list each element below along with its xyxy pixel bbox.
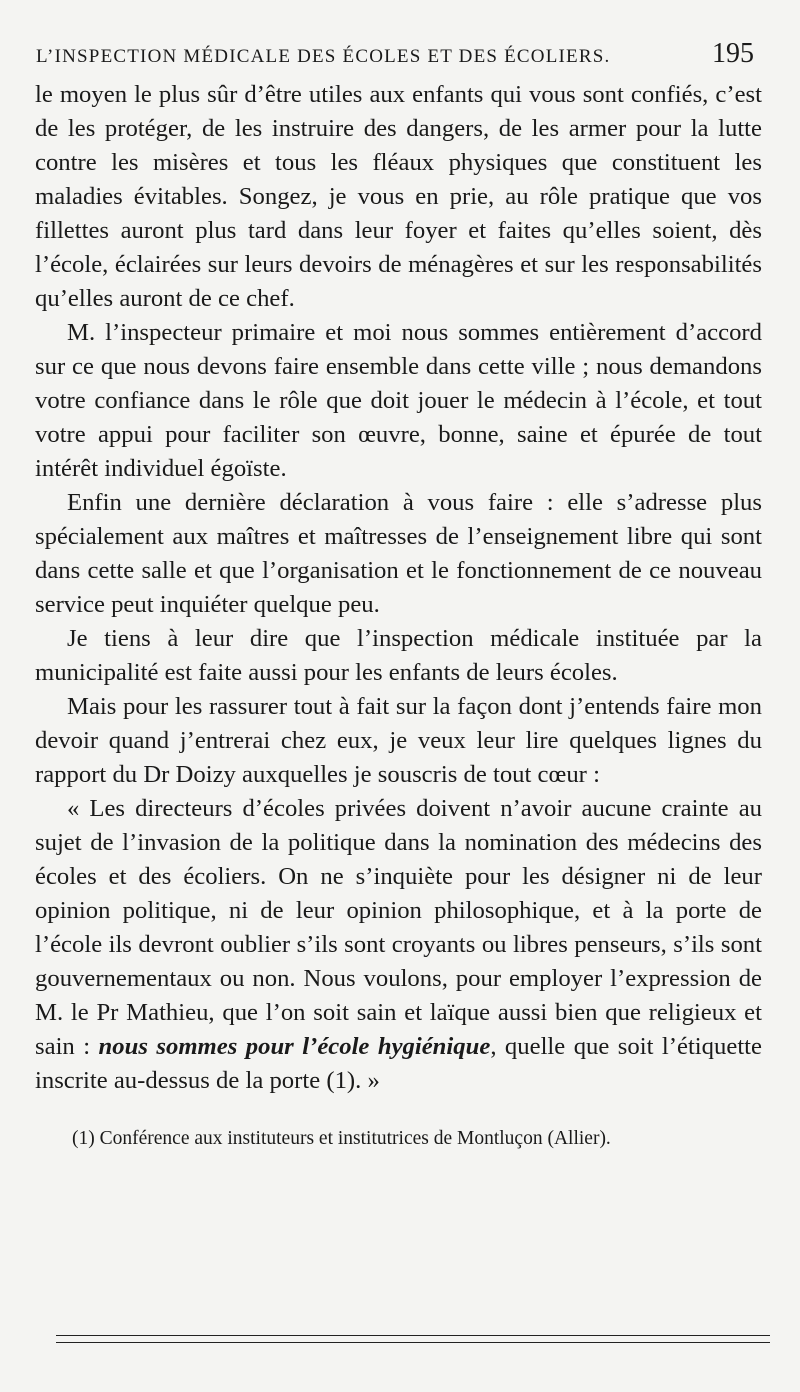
paragraph-5: Mais pour les rassurer tout à fait sur la façon dont j’entends faire mon devoir quand j’entrerai chez eux, je veux leur lire quelques lignes du rapport du Dr Doizy auxquelles je souscris de tout cœur : [35, 693, 762, 788]
bottom-rule-top [56, 1335, 770, 1336]
page-number: 195 [712, 38, 754, 69]
quote-emphasis: nous sommes pour l’école hygiénique [98, 1033, 491, 1060]
quote-part-a: « Les directeurs d’écoles privées doivent n’avoir aucune crainte au sujet de l’invasion de la politique dans la nomination des médecins des écoles et des écoliers. On ne s’inquiète pour les désigner ni de leur opinion politique, ni de leur opinion philosophique, et à la porte de l’école ils devront oublier s’ils sont croyants ou libres penseurs, s’ils sont gouvernementaux ou non. Nous voulons, pour employer l’expression de M. le Pr Mathieu, que l’on soit sain et laïque aussi bien que religieux et sain : [35, 795, 762, 1060]
running-title: L’INSPECTION MÉDICALE DES ÉCOLES ET DES ÉCOLIERS. [36, 46, 611, 67]
paragraph-2: M. l’inspecteur primaire et moi nous sommes entièrement d’accord sur ce que nous devons faire ensemble dans cette ville ; nous demandons votre confiance dans le rôle que doit jouer le médecin à l’école, et tout votre appui pour faciliter son œuvre, bonne, saine et épurée de tout intérêt individuel égoïste. [35, 319, 762, 482]
paragraph-3: Enfin une dernière déclaration à vous faire : elle s’adresse plus spécialement aux maîtres et maîtresses de l’enseignement libre qui sont dans cette salle et que l’organisation et le fonctionnement de ce nouveau service peut inquiéter quelque peu. [35, 489, 762, 618]
paragraph-4: Je tiens à leur dire que l’inspection médicale instituée par la municipalité est faite aussi pour les enfants de leurs écoles. [35, 625, 762, 686]
paragraph-6-quote [35, 792, 762, 1098]
footnote: (1) Conférence aux instituteurs et institutrices de Montluçon (Allier). [72, 1128, 611, 1149]
bottom-rule-bottom [56, 1342, 770, 1343]
page-header [36, 38, 762, 78]
quote-part-b: , quelle que soit l’étiquette inscrite au-dessus de la porte (1). » [35, 1033, 762, 1094]
paragraph-1: le moyen le plus sûr d’être utiles aux enfants qui vous sont confiés, c’est de les protéger, de les instruire des dangers, de les armer pour la lutte contre les misères et tous les fléaux physiques que constituent les maladies évitables. Songez, je vous en prie, au rôle pratique que vos fillettes auront plus tard dans leur foyer et faites qu’elles soient, dès l’école, éclairées sur leurs devoirs de ménagères et sur les responsabilités qu’elles auront de ce chef. [35, 81, 762, 312]
body-text [35, 78, 762, 1098]
